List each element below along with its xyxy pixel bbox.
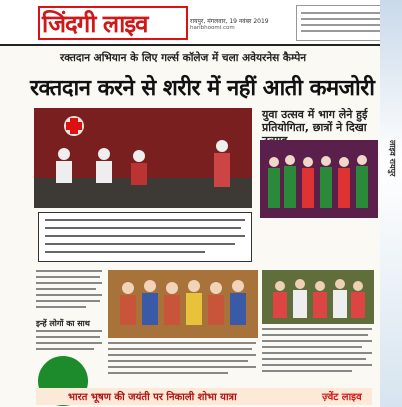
group-photo-illustration bbox=[262, 270, 374, 324]
students-photo bbox=[108, 270, 258, 338]
event-photo-illustration bbox=[34, 108, 252, 208]
right-strip bbox=[380, 0, 402, 407]
footer-logo: ज़्वेंट लाइव bbox=[322, 392, 362, 403]
body-subhead: इन्हें लोगों का साथ bbox=[36, 319, 90, 328]
right-strip-label: लाइव रायपुर bbox=[388, 140, 397, 177]
masthead-rule bbox=[0, 44, 402, 46]
dateline: रायपुर, मंगलवार, 19 नवंबर 2019 bbox=[190, 18, 269, 25]
event-photo bbox=[34, 108, 252, 208]
body-column-1 bbox=[36, 270, 104, 316]
body-column-1b bbox=[36, 330, 104, 358]
side-story-headline: युवा उत्सव में भाग लेने हुई प्रतियोगिता, छात्रों ने दिखा bbox=[262, 108, 368, 134]
article-headline: रक्तदान करने से शरीर में नहीं आती कमजोरी bbox=[30, 75, 375, 101]
masthead-title: जिंदगी लाइव bbox=[42, 9, 148, 38]
festival-photo-illustration bbox=[260, 140, 378, 218]
body-column-right bbox=[262, 328, 374, 382]
body-column-middle bbox=[108, 342, 258, 384]
article-kicker: रक्तदान अभियान के लिए गर्ल्स कॉलेज में चला अवेयरनेस कैम्पेन bbox=[60, 52, 307, 64]
site-url: haribhoomi.com bbox=[190, 25, 235, 31]
footer-headline: भारत भूषण की जयंती पर निकाली शोभा यात्रा bbox=[68, 392, 237, 403]
festival-photo bbox=[260, 140, 378, 218]
caption-box bbox=[38, 212, 252, 262]
group-photo bbox=[262, 270, 374, 324]
students-photo-illustration bbox=[108, 270, 258, 338]
